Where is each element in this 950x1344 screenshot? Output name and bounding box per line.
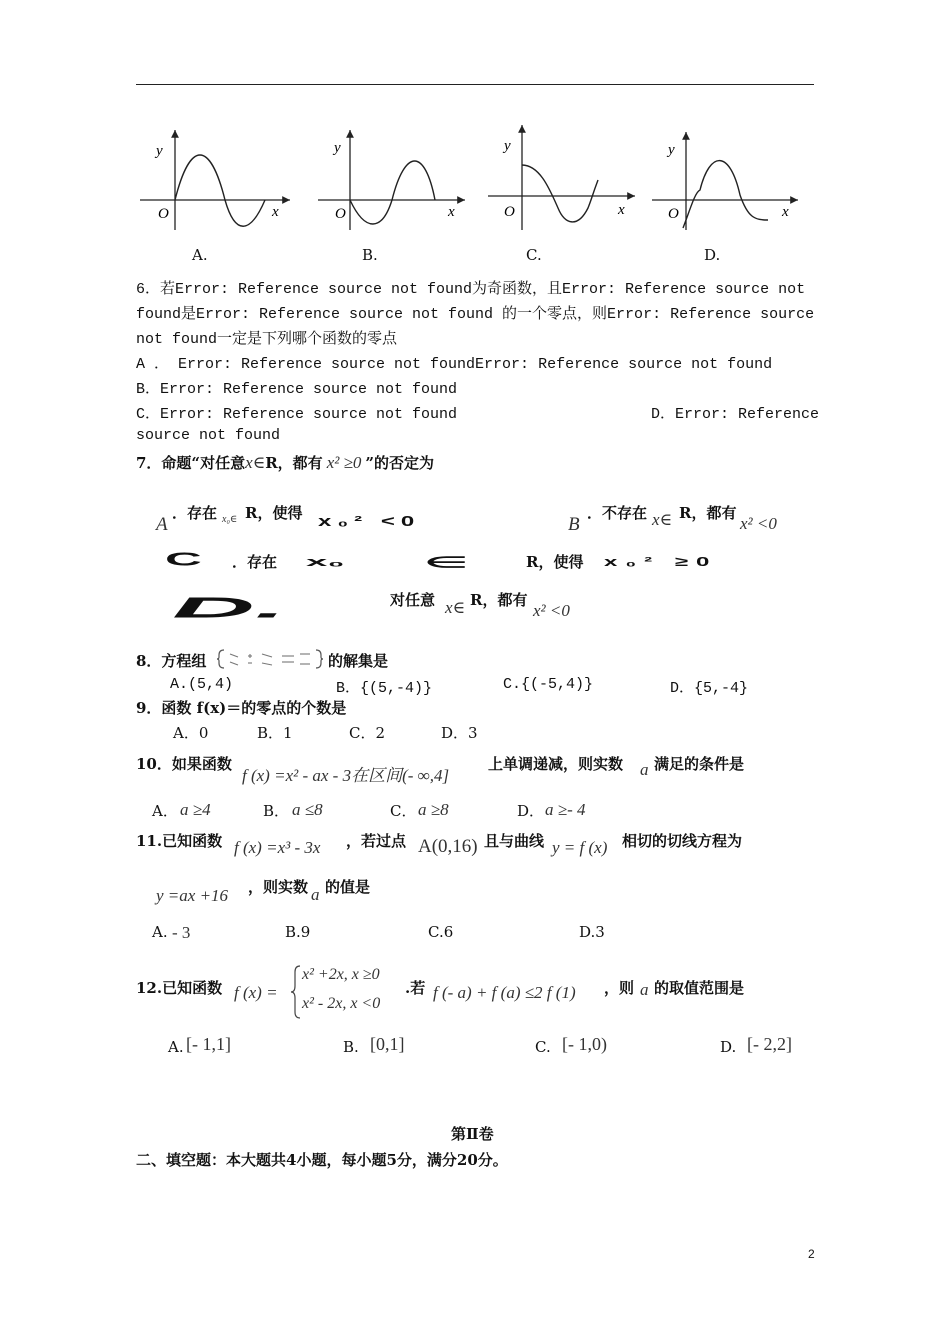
q9-option-b: B．1: [257, 724, 293, 742]
q7-option-a-sub: x₀∈: [222, 514, 238, 525]
graph-b-curve: [350, 161, 435, 224]
svg-text:y: y: [668, 142, 675, 158]
svg-text:y: y: [334, 140, 341, 156]
graph-b: [318, 130, 465, 230]
q11-stem-6: 的值是: [325, 878, 371, 896]
q12-option-a: [- 1,1]: [186, 1034, 231, 1054]
q7-stem: 7．命题“对任意x∈R，都有 x² ≥0 ”的否定为: [136, 453, 435, 472]
q12-stem-4: 的取值范围是: [654, 979, 745, 997]
q7-option-d-r: R，都有: [470, 591, 528, 609]
q10-option-b-label: B．: [263, 802, 290, 820]
q12-var: a: [640, 980, 649, 999]
q7-option-c-var: x₀: [306, 554, 345, 570]
q10-stem: 10．如果函数: [136, 755, 232, 773]
q6-line-1: 6．若Error: Reference source not found为奇函数，且Error: Reference source not: [136, 281, 806, 298]
q12-option-a-label: A.: [168, 1038, 184, 1056]
q11-stem-4: 相切的切线方程为: [622, 832, 743, 850]
q7-option-d-label: D.: [172, 592, 287, 624]
q11-stem-3: 且与曲线: [484, 832, 545, 850]
q7-option-d-math2: x² <0: [533, 601, 570, 620]
q12-brace: [290, 964, 302, 1020]
q8-stem: 8．方程组: [136, 652, 207, 670]
q8-option-b: B．{(5,-4)}: [336, 680, 433, 697]
q8-stem-end: 的解集是: [328, 652, 389, 670]
q6-option-b: B．Error: Reference source not found: [136, 381, 458, 398]
q9-option-a: A．0: [173, 724, 209, 742]
q11-stem: 11.已知函数: [136, 832, 223, 850]
q12-function: f (x) =: [234, 983, 278, 1002]
q10-var: a: [640, 760, 649, 779]
q12-stem-2: .若: [405, 979, 426, 997]
graph-label-b: B.: [362, 246, 378, 264]
svg-text:O: O: [158, 206, 169, 222]
q7-option-a-text: ．存在: [172, 504, 218, 522]
q11-tangent: y =ax +16: [156, 886, 229, 905]
q6-option-d-cont: source not found: [136, 427, 281, 444]
q8-equation-system: [216, 648, 328, 670]
part-two-title: 第Ⅱ卷: [451, 1125, 494, 1143]
q11-function: f (x) =x³ - 3x: [234, 838, 321, 857]
q6-option-a: A ． Error: Reference source not foundError: Reference source not found: [136, 356, 773, 373]
option-graphs: [130, 120, 810, 240]
graph-label-c: C.: [526, 246, 542, 264]
q12-option-c-label: C.: [535, 1038, 551, 1056]
q7-option-c-text: ．存在: [232, 553, 278, 571]
q12-case-1: x² +2x, x ≥0: [302, 966, 380, 983]
svg-text:y: y: [504, 138, 511, 154]
q7-option-c-label: C: [165, 548, 202, 570]
q8-option-c: C.{(-5,4)}: [503, 676, 594, 693]
q10-option-a: a ≥4: [180, 800, 211, 819]
q10-option-b: a ≤8: [292, 800, 323, 819]
q10-stem-3: 满足的条件是: [654, 755, 745, 773]
svg-text:O: O: [335, 206, 346, 222]
graph-a-curve: [175, 155, 265, 226]
q10-option-c: a ≥8: [418, 800, 449, 819]
svg-text:O: O: [668, 206, 679, 222]
q11-stem-2: ，若过点: [346, 832, 407, 850]
q12-stem: 12.已知函数: [136, 979, 223, 997]
q11-option-b: B.9: [285, 923, 311, 941]
q12-inequality: f (- a) + f (a) ≤2 f (1): [433, 983, 576, 1002]
q12-option-d-label: D.: [720, 1038, 737, 1056]
q7-option-b-label: B: [568, 514, 580, 535]
graph-c: [488, 125, 635, 230]
q7-option-d-math: x∈: [445, 598, 466, 617]
q12-stem-3: ，则: [604, 979, 635, 997]
graph-label-a: A.: [192, 246, 208, 264]
q9-option-c: C．2: [349, 724, 386, 742]
graph-d-curve: [683, 161, 768, 228]
q7-option-b-math: x∈: [652, 510, 673, 529]
q10-function: f (x) =x² - ax - 3在区间(- ∞,4]: [242, 766, 450, 785]
q11-option-c: C.6: [428, 923, 454, 941]
q7-option-b-math2: x² <0: [740, 514, 777, 533]
q12-option-d: [- 2,2]: [747, 1034, 792, 1054]
svg-text:x: x: [272, 204, 279, 220]
q10-option-d-label: D．: [517, 802, 545, 820]
q6-option-d: D．Error: Reference: [651, 406, 820, 423]
q10-option-a-label: A．: [152, 802, 178, 820]
q10-option-d: a ≥- 4: [545, 800, 586, 819]
svg-text:x: x: [448, 204, 455, 220]
q8-option-d: D．{5,-4}: [670, 680, 749, 697]
page-number: 2: [808, 1247, 815, 1261]
q6-line-2: found是Error: Reference source not found 的一个零点，则Error: Reference source: [136, 306, 815, 323]
q9-stem: 9．函数 f(x)＝的零点的个数是: [136, 699, 347, 717]
q8-option-a: A.(5,4): [170, 676, 234, 693]
q10-option-c-label: C．: [390, 802, 417, 820]
section-fill-in-title: 二、填空题：本大题共4小题，每小题5分，满分20分。: [136, 1151, 508, 1169]
q11-var: a: [311, 885, 320, 904]
svg-text:x: x: [782, 204, 789, 220]
q12-case-2: x² - 2x, x <0: [302, 995, 381, 1012]
q10-stem-2: 上单调递减，则实数: [488, 755, 624, 773]
q12-option-c: [- 1,0): [562, 1034, 607, 1054]
q11-option-a: - 3: [172, 923, 191, 942]
q7-option-b-r: R，都有: [679, 504, 737, 522]
svg-text:y: y: [156, 143, 163, 159]
q7-option-a-expression: x₀² <0: [318, 513, 421, 530]
q7-option-b-text: ．不存在: [587, 504, 648, 522]
q11-option-d: D.3: [579, 923, 605, 941]
svg-text:O: O: [504, 204, 515, 220]
q11-point: A(0,16): [418, 836, 478, 857]
q7-option-c-r: R，使得: [526, 553, 584, 571]
q12-option-b-label: B.: [343, 1038, 359, 1056]
header-rule: [136, 84, 814, 85]
q7-option-a-r: R，使得: [245, 504, 303, 522]
q11-option-a-label: A.: [152, 923, 168, 941]
q6-line-3: not found一定是下列哪个函数的零点: [136, 331, 398, 348]
graph-d: [652, 132, 798, 230]
q7-option-c-expression: x₀² ≥0: [604, 554, 718, 570]
q6-option-c: C．Error: Reference source not found: [136, 406, 458, 423]
graph-c-curve: [522, 165, 598, 222]
q9-option-d: D．3: [441, 724, 478, 742]
graph-a: [140, 130, 290, 230]
q11-stem-5: ，则实数: [248, 878, 309, 896]
q7-option-c-in: ∈: [424, 553, 468, 572]
q12-option-b: [0,1]: [370, 1034, 405, 1054]
q7-option-a-label: A: [156, 514, 168, 535]
q11-curve: y = f (x): [552, 838, 608, 857]
svg-text:x: x: [618, 202, 625, 218]
q7-option-d-text: 对任意: [390, 591, 436, 609]
graph-label-d: D.: [704, 246, 721, 264]
